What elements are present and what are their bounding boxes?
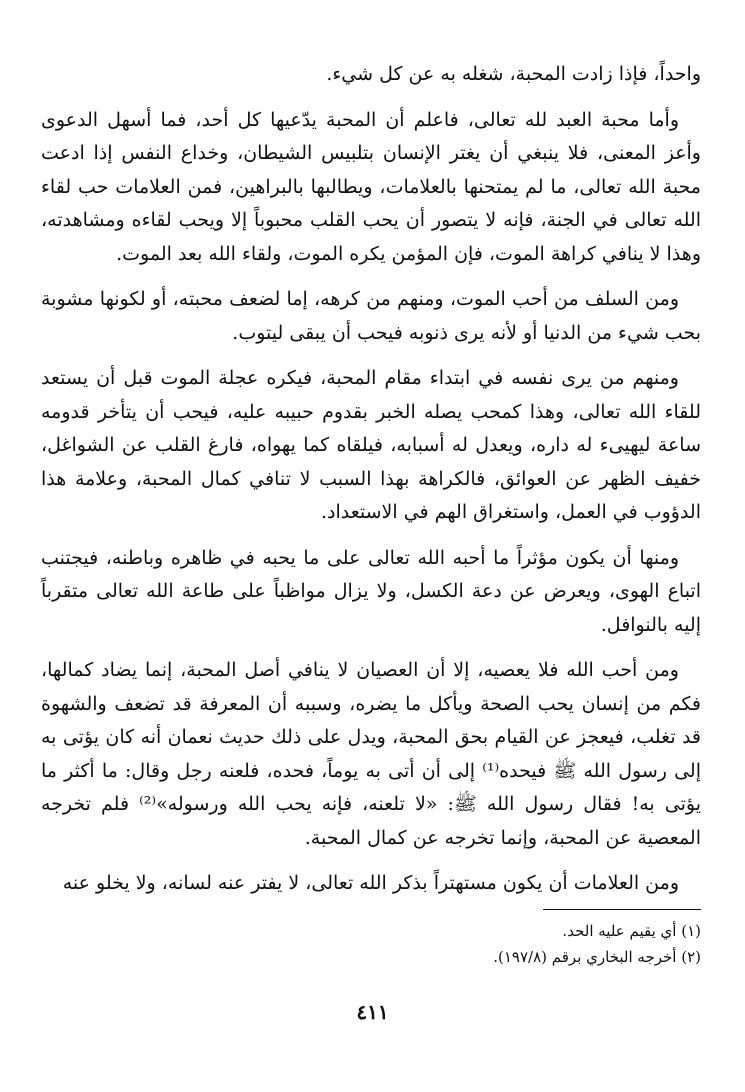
paragraph-7: ومن العلامات أن يكون مستهتراً بذكر الله تعالى، لا يفتر عنه لسانه، ولا يخلو عنه	[62, 872, 679, 894]
footnote-divider	[543, 909, 701, 910]
footnote-2: (٢) أخرجه البخاري برقم (١٩٧/٨).	[493, 947, 701, 966]
paragraph-5: ومنها أن يكون مؤثراً ما أحبه الله تعالى على ما يحبه في ظاهره وباطنه، فيجتنب اتباع الهوى، ويعرض عن دعة الكسل، ولا يزال مواظباً على طاعة الله تعالى متقرباً إليه بالنوافل.	[41, 546, 701, 636]
book-page	[41, 58, 701, 970]
paragraph-4: ومنهم من يرى نفسه في ابتداء مقام المحبة، فيكره عجلة الموت قبل أن يستعد للقاء الله تعالى، وهذا كمحب يصله الخبر بقدوم حبيبه عليه، فيحب أن يتأخر قدومه ساعة ليهيىء له داره، ويعدل له أسبابه، فيلقاه كما يهواه، فارغ القلب عن الشواغل، خفيف الظهر عن العوائق، فالكراهة بهذا السبب لا تنافي كمال المحبة، وعلامة هذا الدؤوب في العمل، واستغراق الهم في الاستعداد.	[41, 367, 701, 523]
paragraph-2: وأما محبة العبد لله تعالى، فاعلم أن المحبة يدّعيها كل أحد، فما أسهل الدعوى وأعز المعنى، فلا ينبغي أن يغتر الإنسان بتلبيس الشيطان، وخداع النفس إذا ادعت محبة الله تعالى، ما لم يمتحنها بالعلامات، ويطالبها بالبراهين، فمن العلامات حب لقاء الله تعالى في الجنة، فإنه لا يتصور أن يحب القلب محبوباً إلا ويحب لقاءه ومشاهدته، وهذا لا ينافي كراهة الموت، فإن المؤمن يكره الموت، ولقاء الله بعد الموت.	[41, 108, 701, 265]
footnote-1: (١) أي يقيم عليه الحد.	[562, 921, 701, 940]
page-number: ٤١١	[356, 1000, 389, 1024]
paragraph-1: واحداً، فإذا زادت المحبة، شغله به عن كل شيء.	[326, 63, 701, 85]
paragraph-3: ومن السلف من أحب الموت، ومنهم من كرهه، إما لضعف محبته، أو لكونها مشوبة بحب شيء من الدنيا أو لأنه يرى ذنوبه فيحب أن يبقى ليتوب.	[41, 288, 701, 344]
main-text	[41, 58, 701, 901]
paragraph-6: ومن أحب الله فلا يعصيه، إلا أن العصيان لا ينافي أصل المحبة، إنما يضاد كمالها، فكم من إنسان يحب الصحة ويأكل ما يضره، وسببه أن المعرفة قد تضعف والشهوة قد تغلب، فيعجز عن القيام بحق المحبة، ويدل على ذلك حديث نعمان أنه كان يؤتى به إلى رسول الله ﷺ فيحده⁽¹⁾ إلى أن أتى به يوماً، فحده، فلعنه رجل وقال: ما أكثر ما يؤتى به! فقال رسول الله ﷺ: «لا تلعنه، فإنه يحب الله ورسوله»⁽²⁾ فلم تخرجه المعصية عن المحبة، وإنما تخرجه عن كمال المحبة.	[41, 659, 702, 849]
footnotes	[41, 918, 701, 970]
